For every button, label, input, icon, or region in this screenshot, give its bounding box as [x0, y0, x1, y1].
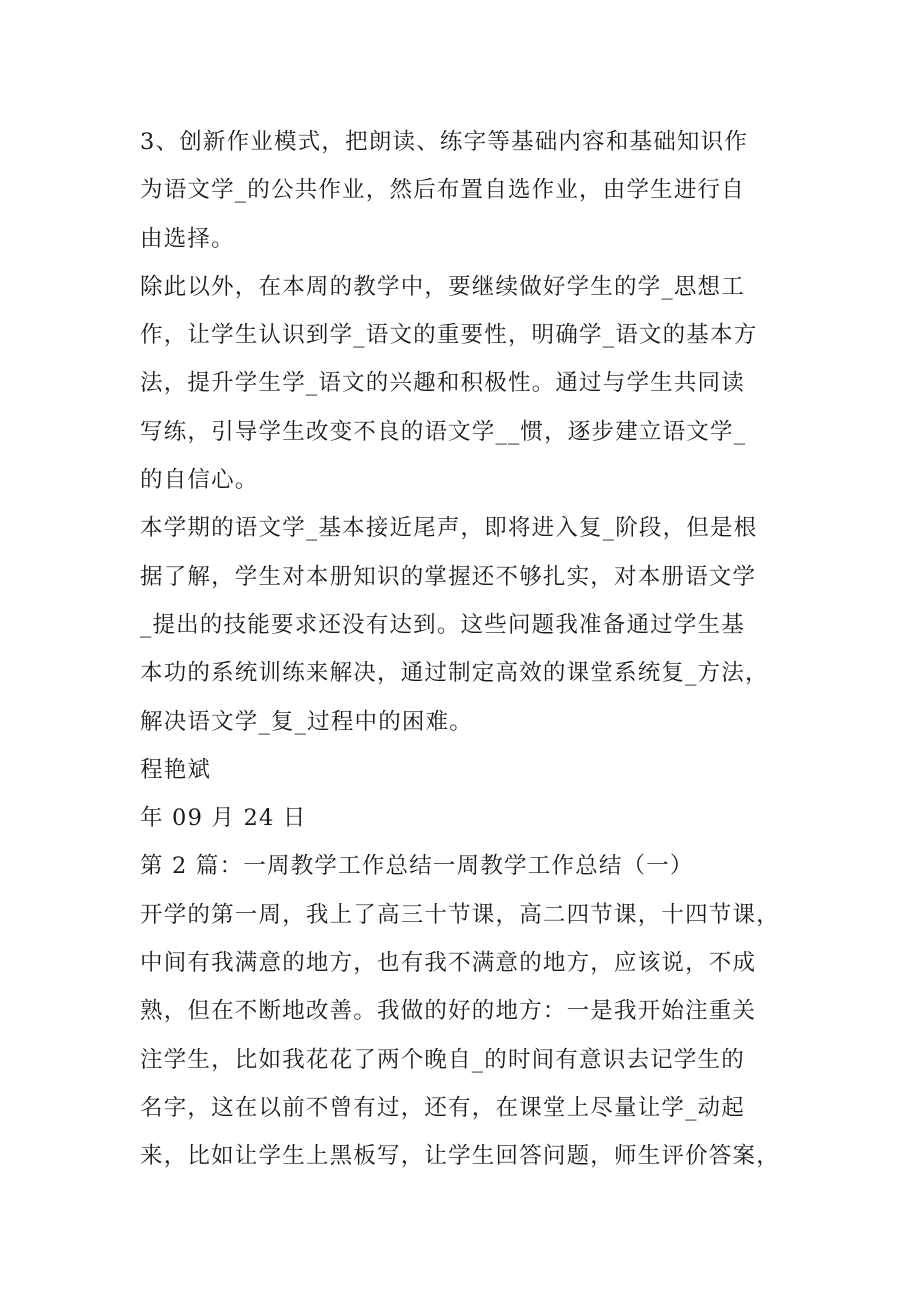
- paragraph-review-stage: [140, 504, 800, 745]
- text-line: _提出的技能要求还没有达到。这些问题我准备通过学生基: [140, 611, 745, 638]
- text-line: 由选择。: [140, 225, 235, 252]
- text-line: 来，比如让学生上黑板写，让学生回答问题，师生评价答案，: [140, 1143, 780, 1170]
- text-line: 除此以外，在本周的教学中，要继续做好学生的学_思想工: [140, 273, 745, 300]
- text-line: 法，提升学生学_语文的兴趣和积极性。通过与学生共同读: [140, 370, 745, 397]
- document-page: [140, 118, 800, 1181]
- paragraph-innovative-homework: [140, 118, 800, 263]
- document-date: [140, 794, 800, 842]
- text-line: 中间有我满意的地方，也有我不满意的地方，应该说，不成: [140, 950, 757, 977]
- text-line: 的自信心。: [140, 467, 259, 494]
- paragraph-first-week: [140, 891, 800, 1181]
- text-line: 写练，引导学生改变不良的语文学__惯，逐步建立语文学_: [140, 418, 747, 445]
- text-line: 名字，这在以前不曾有过，还有，在课堂上尽量让学_动起: [140, 1094, 745, 1121]
- text-line: 本功的系统训练来解决，通过制定高效的课堂系统复_方法，: [140, 660, 769, 687]
- text-line: 注学生，比如我花花了两个晚自_的时间有意识去记学生的: [140, 1046, 745, 1073]
- text-line: 熟，但在不断地改善。我做的好的地方：一是我开始注重关: [140, 998, 757, 1025]
- text-line: 开学的第一周，我上了高三十节课，高二四节课，十四节课，: [140, 901, 780, 928]
- section-heading: [140, 842, 800, 890]
- text-line: 本学期的语文学_基本接近尾声，即将进入复_阶段，但是根: [140, 515, 758, 542]
- author-name: 程艳斌: [140, 756, 212, 783]
- author-signature: [140, 746, 800, 794]
- text-line: 据了解，学生对本册知识的掌握还不够扎实，对本册语文学: [140, 563, 757, 590]
- text-line: 为语文学_的公共作业，然后布置自选作业，由学生进行自: [140, 177, 745, 204]
- text-line: 3、创新作业模式，把朗读、练字等基础内容和基础知识作: [140, 129, 749, 155]
- text-line: 解决语文学_复_过程中的困难。: [140, 708, 474, 735]
- paragraph-thought-work: [140, 263, 800, 504]
- date-text: 年 09 月 24 日: [140, 805, 307, 832]
- text-line: 作，让学生认识到学_语文的重要性，明确学_语文的基本方: [140, 322, 758, 349]
- chapter-title: 第 2 篇：一周教学工作总结一周教学工作总结（一）: [140, 853, 694, 880]
